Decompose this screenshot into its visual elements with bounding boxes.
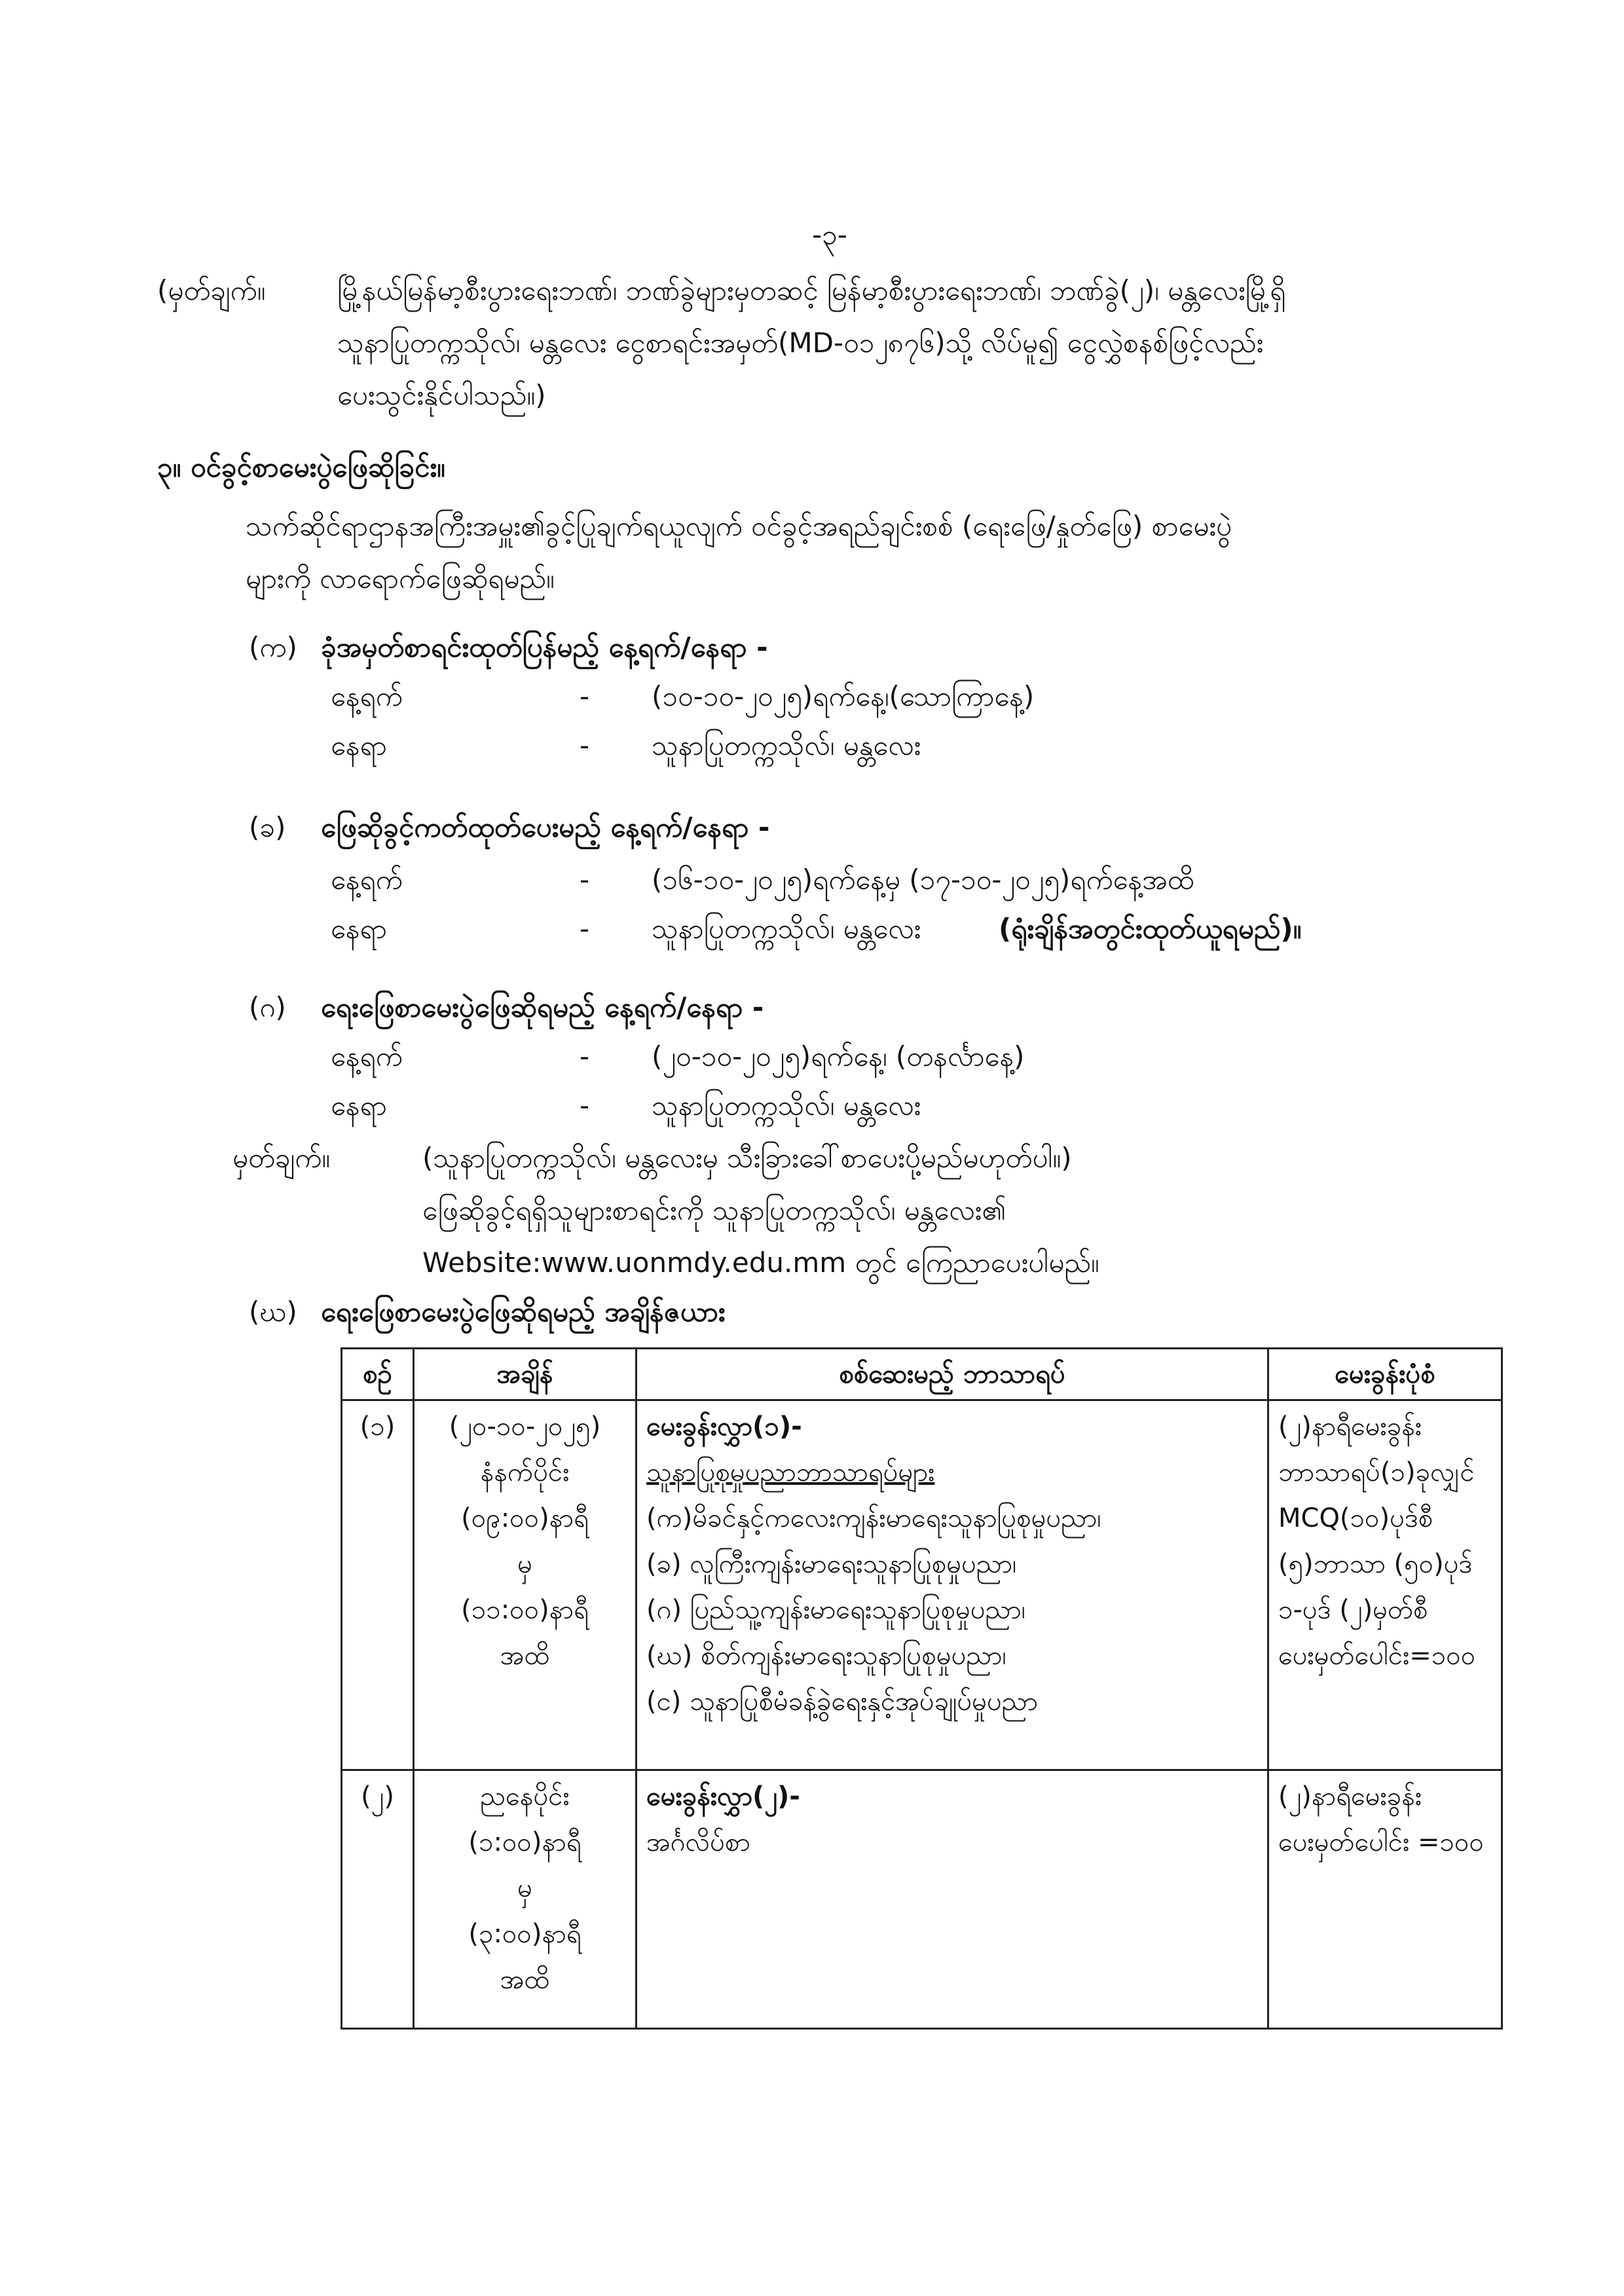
item-b-date-value: (၁၆-၁၀-၂၀၂၅)ရက်နေ့မှ (၁၇-၁၀-၂၀၂၅)ရက်နေ့အထိ — [652, 864, 1194, 896]
item-a-place-dash: - — [580, 729, 590, 761]
header-format: မေးခွန်းပုံစံ — [1268, 1349, 1502, 1400]
row1-format — [1268, 1400, 1502, 1770]
row2-subject-title: မေးခွန်းလွှာ(၂)- — [646, 1781, 800, 1812]
row2-subject-subtitle: အင်္ဂလိပ်စာ — [646, 1827, 750, 1857]
item-b-place-label: နေရာ — [331, 913, 387, 945]
row1-format-line: (၂)နာရီမေးခွန်း — [1278, 1412, 1422, 1442]
item-c-date-dash: - — [580, 1040, 590, 1072]
row2-format-line: (၂)နာရီမေးခွန်း — [1278, 1781, 1422, 1812]
item-c-place-label: နေရာ — [331, 1089, 387, 1121]
section3-intro-1: သက်ဆိုင်ရာဌာနအကြီးအမှူး၏ခွင့်ပြုချက်ရယူလျက် ဝင်ခွင့်အရည်ချင်းစစ် (ရေးဖြေ/နှုတ်ဖြေ) စာမေးပွဲ — [246, 510, 1232, 542]
item-a-place-value: သူနာပြုတက္ကသိုလ်၊ မန္တလေး — [652, 729, 921, 761]
row2-time-line: (၃:၀၀)နာရီ — [468, 1919, 581, 1949]
row2-time-line: ညနေပိုင်း — [480, 1781, 570, 1812]
item-d-title: ရေးဖြေစာမေးပွဲဖြေဆိုရမည့် အချိန်ဇယား — [321, 1296, 726, 1328]
row1-time-line: မှ — [517, 1549, 532, 1579]
row1-no: (၁) — [342, 1400, 414, 1770]
row2-time-line: အထိ — [500, 1965, 550, 1995]
table-row — [342, 1770, 1502, 2029]
note2-line-3: Website:www.uonmdy.edu.mm တွင် ကြေညာပေးပါမည်။ — [422, 1247, 1099, 1279]
item-c-date-label: နေ့ရက် — [331, 1040, 403, 1072]
item-a-place-label: နေရာ — [331, 729, 387, 761]
item-c-title: ရေးဖြေစာမေးပွဲဖြေဆိုရမည့် နေ့ရက်/နေရာ - — [321, 991, 764, 1023]
item-a-date-dash: - — [580, 680, 590, 712]
note1-line-2: သူနာပြုတက္ကသိုလ်၊ မန္တလေး ငွေစာရင်းအမှတ်(MD-၀၁၂၈၇၆)သို့ လိပ်မူ၍ ငွေလွှဲစနစ်ဖြင့်လည်း — [337, 327, 1264, 359]
note2-line-2: ဖြေဆိုခွင့်ရရှိသူများစာရင်းကို သူနာပြုတက္ကသိုလ်၊ မန္တလေး၏ — [422, 1194, 1006, 1226]
note2-line-1: (သူနာပြုတက္ကသိုလ်၊ မန္တလေးမှ သီးခြားခေါ်စာပေးပို့မည်မဟုတ်ပါ။) — [422, 1142, 1072, 1174]
item-c-place-dash: - — [580, 1089, 590, 1121]
row1-subject-item: (ဃ) စိတ်ကျန်းမာရေးသူနာပြုစုမှုပညာ၊ — [646, 1641, 1006, 1671]
note1-line-1: မြို့နယ်မြန်မာ့စီးပွားရေးဘဏ်၊ ဘဏ်ခွဲများမှတဆင့် မြန်မာ့စီးပွားရေးဘဏ်၊ ဘဏ်ခွဲ(၂)၊ မန္တလေးမြို့ရှိ — [337, 274, 1286, 306]
item-b-date-dash: - — [580, 864, 590, 896]
row1-format-line: ပေးမှတ်ပေါင်း=၁၀၀ — [1278, 1641, 1476, 1671]
row1-subject-item: (င) သူနာပြုစီမံခန့်ခွဲရေးနှင့်အုပ်ချုပ်မှုပညာ — [646, 1686, 1038, 1717]
note2-label: မှတ်ချက်။ — [232, 1142, 330, 1174]
item-d-marker: (ဃ) — [249, 1296, 297, 1328]
row2-time — [414, 1770, 637, 2029]
row1-subject-item: (ဂ) ပြည်သူ့ကျန်းမာရေးသူနာပြုစုမှုပညာ၊ — [646, 1595, 1026, 1625]
table-row — [342, 1400, 1502, 1770]
row1-time-line: အထိ — [500, 1641, 550, 1671]
row2-format-line: ပေးမှတ်ပေါင်း =၁၀၀ — [1278, 1827, 1485, 1857]
row1-time-line: (၀၉:၀၀)နာရီ — [461, 1503, 589, 1533]
item-c-marker: (ဂ) — [249, 991, 286, 1023]
item-c-place-value: သူနာပြုတက္ကသိုလ်၊ မန္တလေး — [652, 1089, 921, 1121]
item-b-place-extra: (ရုံးချိန်အတွင်းထုတ်ယူရမည်)။ — [999, 913, 1302, 945]
row1-subject-title: မေးခွန်းလွှာ(၁)- — [646, 1412, 802, 1442]
item-a-title: ခုံအမှတ်စာရင်းထုတ်ပြန်မည့် နေ့ရက်/နေရာ - — [321, 631, 768, 663]
row1-subject — [637, 1400, 1268, 1770]
row1-time-line: နံနက်ပိုင်း — [480, 1457, 570, 1487]
page-number: -၃- — [812, 219, 847, 251]
item-a-date-value: (၁၀-၁၀-၂၀၂၅)ရက်နေ့၊(သောကြာနေ့) — [652, 680, 1035, 712]
table-header-row — [342, 1349, 1502, 1400]
section3-heading: ၃။ ဝင်ခွင့်စာမေးပွဲဖြေဆိုခြင်း။ — [157, 451, 445, 483]
item-a-date-label: နေ့ရက် — [331, 680, 403, 712]
row2-subject — [637, 1770, 1268, 2029]
item-b-place-dash: - — [580, 913, 590, 945]
header-no: စဉ် — [342, 1349, 414, 1400]
note1-label: (မှတ်ချက်။ — [157, 274, 266, 306]
row1-subject-subtitle: သူနာပြုစုမှုပညာဘာသာရပ်များ — [646, 1457, 935, 1487]
item-b-marker: (ခ) — [249, 811, 286, 843]
row1-format-line: (၅)ဘာသာ (၅၀)ပုဒ် — [1278, 1549, 1473, 1579]
row1-format-line: ဘာသာရပ်(၁)ခုလျှင် — [1278, 1457, 1475, 1487]
row1-time — [414, 1400, 637, 1770]
header-time: အချိန် — [414, 1349, 637, 1400]
exam-schedule-table — [341, 1347, 1503, 2030]
section3-intro-2: များကို လာရောက်ဖြေဆိုရမည်။ — [246, 562, 555, 594]
item-b-date-label: နေ့ရက် — [331, 864, 403, 896]
header-subject: စစ်ဆေးမည့် ဘာသာရပ် — [637, 1349, 1268, 1400]
row1-time-line: (၂၀-၁၀-၂၀၂၅) — [449, 1412, 601, 1442]
row1-time-line: (၁၁:၀၀)နာရီ — [461, 1595, 589, 1625]
row2-no: (၂) — [342, 1770, 414, 2029]
note1-line-3: ပေးသွင်းနိုင်ပါသည်။) — [337, 379, 546, 411]
row2-time-line: (၁:၀၀)နာရီ — [468, 1827, 581, 1857]
row1-subject-item: (က)မိခင်နှင့်ကလေးကျန်းမာရေးသူနာပြုစုမှုပညာ၊ — [646, 1503, 1101, 1533]
row1-subject-item: (ခ) လူကြီးကျန်းမာရေးသူနာပြုစုမှုပညာ၊ — [646, 1549, 1017, 1579]
row1-format-line: MCQ(၁၀)ပုဒ်စီ — [1278, 1503, 1433, 1533]
row2-time-line: မှ — [517, 1873, 532, 1903]
item-c-date-value: (၂၀-၁၀-၂၀၂၅)ရက်နေ့၊ (တနင်္လာနေ့) — [652, 1040, 1025, 1072]
item-a-marker: (က) — [249, 631, 297, 663]
item-b-place-value: သူနာပြုတက္ကသိုလ်၊ မန္တလေး — [652, 913, 921, 945]
row1-format-line: ၁-ပုဒ် (၂)မှတ်စီ — [1278, 1595, 1428, 1625]
row2-format — [1268, 1770, 1502, 2029]
item-b-title: ဖြေဆိုခွင့်ကတ်ထုတ်ပေးမည့် နေ့ရက်/နေရာ - — [321, 811, 770, 843]
